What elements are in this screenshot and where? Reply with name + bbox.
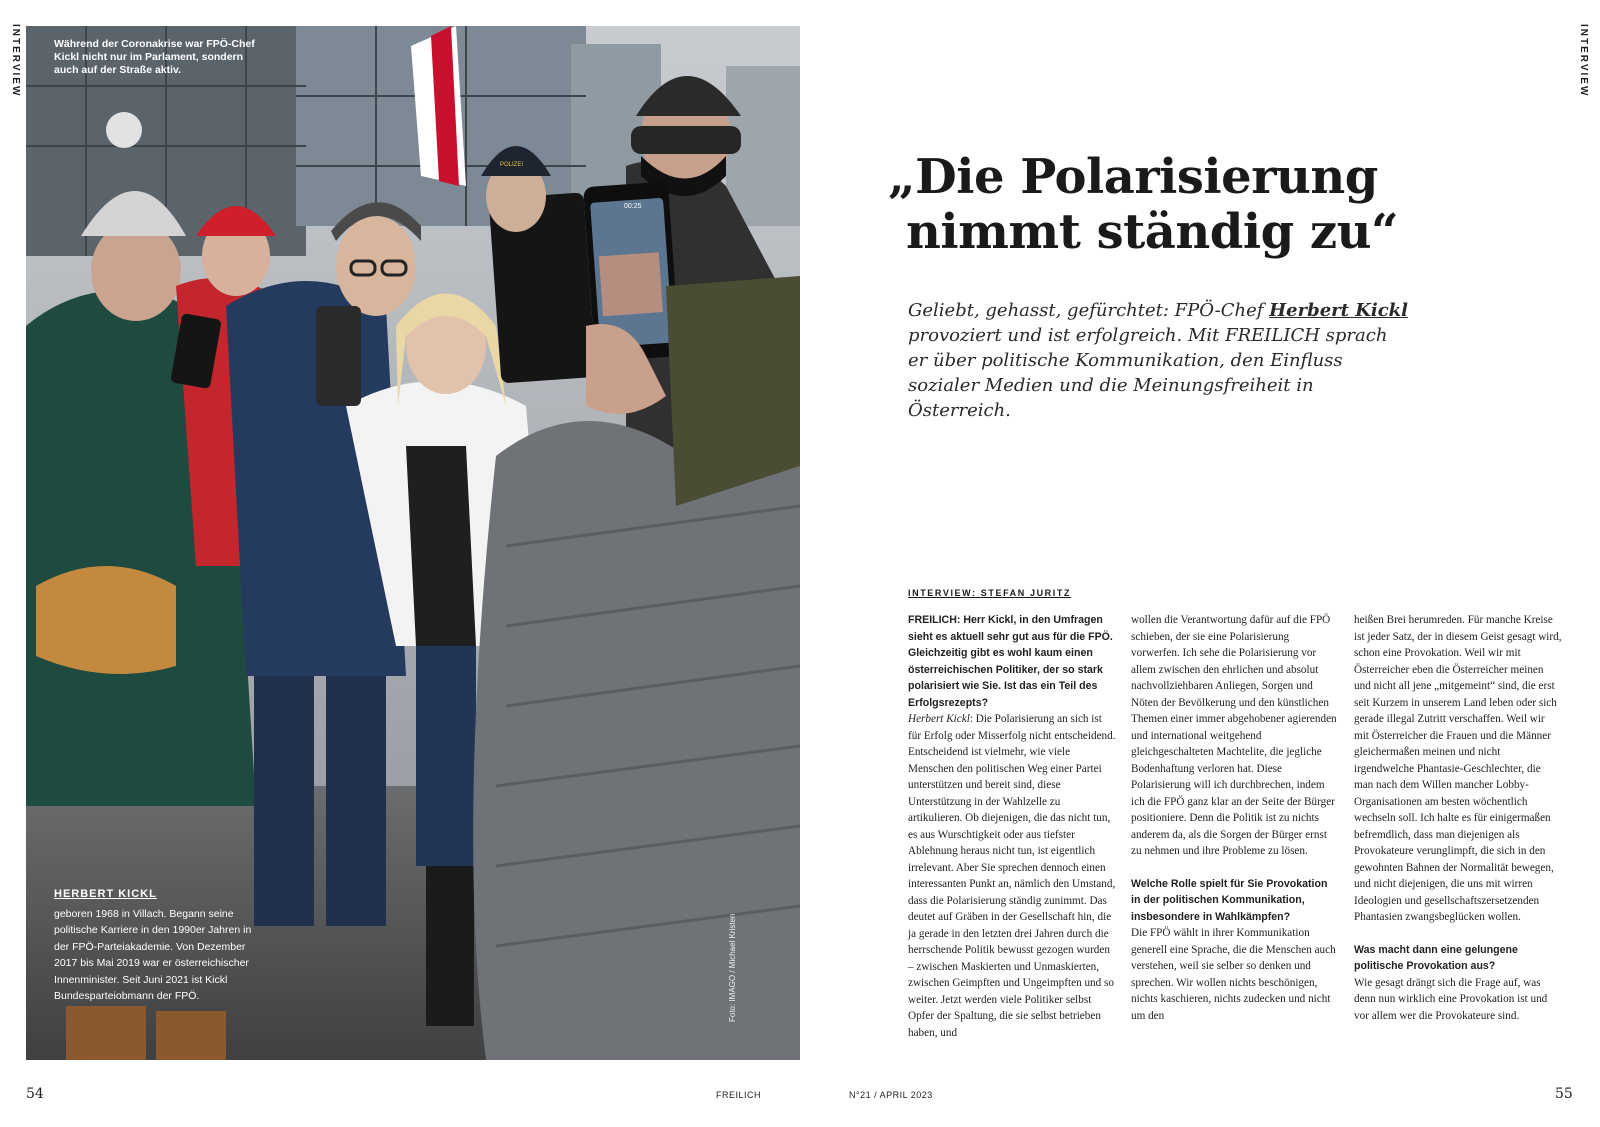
column-3-text: heißen Brei herumreden. Für manche Kreise ist jeder Satz, der in diesem Geist gesagt wird, schon eine Provokation. Weil wir mit Österreicher eben die Österreicher meinen und nicht all jene „mitgemeint“ sind, die erst seit Kurzem in unserem Land leben oder sich gerade illegal Zutritt verschaffen. Weil wir mit Österreicher die Frauen und die Männer gleichermaßen meinen und nicht irgendwelche Phantasie-Geschlechter, die man nach dem Willen mancher Lobby-Organisationen am besten wöchentlich wechseln soll. Ich halte es für einigermaßen befremdlich, dass man diejenigen als Provokateure verunglimpft, die sich in den gewohnten Bahnen der Normalität bewegen, und nicht diejenigen, die uns mit wirren Ideologien und gesellschaftszersetzenden Phantasien zwangsbeglücken wollen. bbox=[1354, 614, 1562, 923]
byline: INTERVIEW: STEFAN JURITZ bbox=[908, 588, 1072, 598]
answer-1 bbox=[908, 711, 1116, 1041]
interview-column-1 bbox=[908, 612, 1116, 1041]
bio-name: HERBERT KICKL bbox=[54, 888, 157, 900]
photo-credit: Foto: IMAGO / Michael Kristen bbox=[728, 913, 737, 1022]
phone-screen-time: 00:25 bbox=[624, 203, 642, 210]
question-2: Welche Rolle spielt für Sie Provokation in der politischen Kommunikation, insbesondere in Wahlkämpfen? bbox=[1131, 877, 1328, 923]
headline-line-1: „Die Polarisierung bbox=[888, 149, 1378, 205]
page-number-right: 55 bbox=[1555, 1086, 1573, 1102]
page-number-left: 54 bbox=[26, 1086, 44, 1102]
question-3: Was macht dann eine gelungene politische Provokation aus? bbox=[1354, 943, 1518, 972]
answer-3: Wie gesagt drängt sich die Frage auf, was denn nun wirklich eine Provokation ist und vor allem wer die Provokateure sind. bbox=[1354, 976, 1548, 1022]
standfirst bbox=[908, 298, 1408, 423]
bio-text: geboren 1968 in Villach. Begann seine politische Karriere in den 1990er Jahren in der FPÖ-Parteiakademie. Von Dezember 2017 bis Mai 2019 war er österreichischer Innenminister. Seit Juni 2021 ist Kickl Bundesparteiobmann der FPÖ. bbox=[54, 908, 252, 1003]
footer-magazine: FREILICH bbox=[716, 1090, 762, 1100]
headline-line-2: nimmt ständig zu“ bbox=[906, 204, 1399, 260]
headline bbox=[888, 150, 1528, 260]
speaker-name: Herbert Kickl bbox=[908, 713, 970, 725]
standfirst-name-link[interactable]: Herbert Kickl bbox=[1269, 300, 1408, 321]
photo-caption: Während der Coronakrise war FPÖ-Chef Kickl nicht nur im Parlament, sondern auch auf der Straße aktiv. bbox=[54, 38, 255, 76]
standfirst-after: provoziert und ist erfolgreich. Mit FREILICH sprach er über politische Kommunikation, den Einfluss sozialer Medien und die Meinungsfreiheit in Österreich. bbox=[908, 325, 1388, 421]
interview-column-3 bbox=[1354, 612, 1562, 1024]
question-1: FREILICH: Herr Kickl, in den Umfragen sieht es aktuell sehr gut aus für die FPÖ. Gleichzeitig gibt es wohl kaum einen österreichischen Politiker, der so stark polarisiert wie Sie. Ist das ein Teil des Erfolgsrezepts? bbox=[908, 614, 1113, 709]
bio-box bbox=[54, 888, 268, 1004]
section-label-left: INTERVIEW bbox=[10, 24, 21, 98]
answer-2: Die FPÖ wählt in ihrer Kommunikation generell eine Sprache, die die Menschen auch verstehen, weil sie selber so denken und sprechen. Wir wollen nichts beschönigen, nichts kaschieren, nichts zudecken und nicht um den bbox=[1131, 927, 1336, 1022]
crowd-selfie-photo bbox=[26, 26, 800, 1060]
standfirst-before: Geliebt, gehasst, gefürchtet: FPÖ-Chef bbox=[908, 300, 1270, 321]
section-label-right: INTERVIEW bbox=[1578, 24, 1589, 98]
answer-1-text: : Die Polarisierung an sich ist für Erfolg oder Misserfolg nicht entscheidend. Entscheidend ist vielmehr, wie viele Menschen den politischen Weg einer Partei unterstützen und bereit sind, diese Unterstützung in der Wahlzelle zu artikulieren. Ob diejenigen, die das nicht tun, es aus Wurschtigkeit oder aus tiefster Ablehnung heraus nicht tun, ist eigentlich irrelevant. Aber Sie sprechen dennoch einen interessanten Punkt an, nämlich den Umstand, dass die Polarisierung ständig zunimmt. Das deutet auf Gräben in der Gesellschaft hin, die ja gerade in den letzten drei Jahren durch die herrschende Politik bewusst gezogen wurden – zwischen Maskierten und Unmaskierten, zwischen Geimpften und Ungeimpften und so weiter. Jetzt werden viele Politiker selbst Opfer der Spaltung, die sie selbst betrieben haben, und bbox=[908, 713, 1116, 1039]
interview-column-2 bbox=[1131, 612, 1339, 1024]
police-badge-text: POLIZEI bbox=[500, 162, 524, 168]
column-2-text: wollen die Verantwortung dafür auf die FPÖ schieben, der sie eine Polarisierung vorwerfen. Ich sehe die Polarisierung vor allem zwischen den ehrlichen und absolut nachvollziehbaren Anliegen, Sorgen und Nöten der Bevölkerung und den künstlichen Themen einer immer abgehobener agierenden und international weitgehend gleichgeschalteten Machtelite, die jegliche Bodenhaftung verloren hat. Diese Polarisierung will ich durchbrechen, indem ich die FPÖ ganz klar an der Seite der Bürger positioniere. Denn die Politik ist zu nichts anderem da, als die Sorgen der Bürger ernst zu nehmen und ihre Probleme zu lösen. bbox=[1131, 614, 1337, 857]
footer-issue: N°21 / APRIL 2023 bbox=[849, 1090, 933, 1100]
